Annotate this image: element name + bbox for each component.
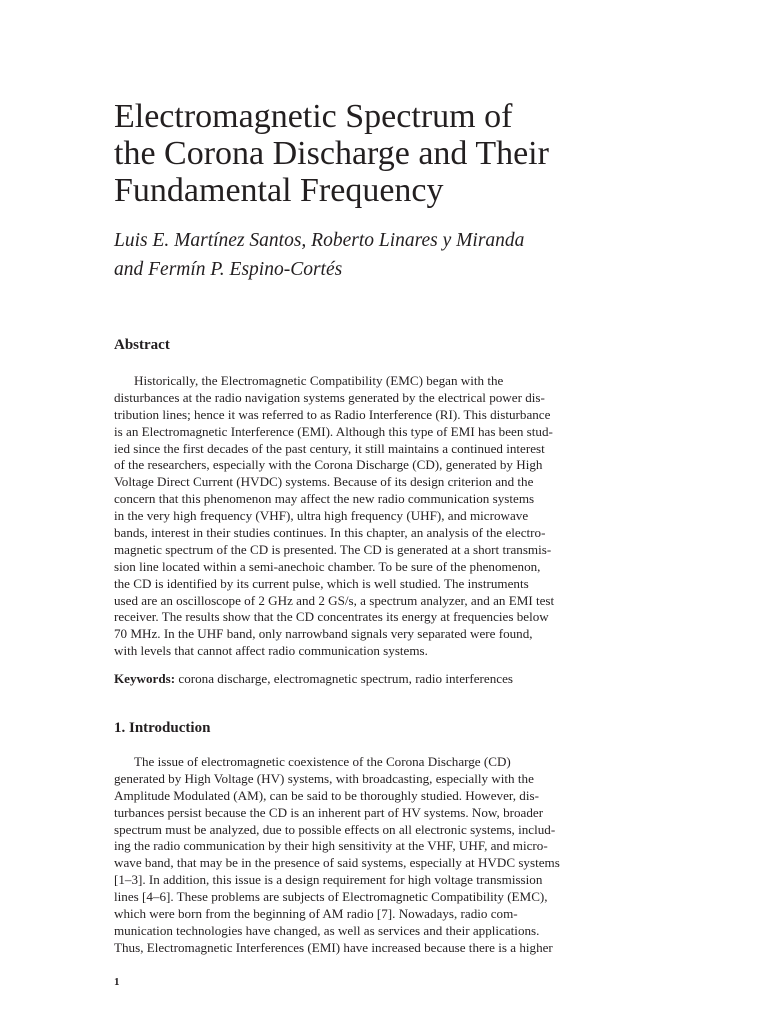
keywords-text: corona discharge, electromagnetic spectrum, radio interferences bbox=[178, 671, 513, 686]
abstract-line: of the researchers, especially with the Corona Discharge (CD), generated by High bbox=[114, 457, 543, 473]
title-line: Fundamental Frequency bbox=[114, 172, 444, 209]
abstract-line: used are an oscilloscope of 2 GHz and 2 GS/s, a spectrum analyzer, and an EMI test bbox=[114, 592, 555, 608]
introduction-line: turbances persist because the CD is an inherent part of HV systems. Now, broader bbox=[114, 804, 544, 820]
author-line: Luis E. Martínez Santos, Roberto Linares y Miranda bbox=[114, 230, 525, 251]
author-list bbox=[114, 226, 524, 284]
introduction-line: which were born from the beginning of AM radio [7]. Nowadays, radio com- bbox=[114, 906, 518, 922]
introduction-line: Amplitude Modulated (AM), can be said to be thoroughly studied. However, dis- bbox=[114, 787, 539, 803]
author-line: and Fermín P. Espino-Cortés bbox=[114, 259, 343, 280]
abstract-line: 70 MHz. In the UHF band, only narrowband signals very separated were found, bbox=[114, 626, 533, 642]
abstract-line: Historically, the Electromagnetic Compatibility (EMC) began with the bbox=[134, 373, 504, 388]
introduction-line: ing the radio communication by their high sensitivity at the VHF, UHF, and micro- bbox=[114, 838, 548, 854]
keywords-label: Keywords: bbox=[114, 671, 176, 686]
abstract-line: disturbances at the radio navigation systems generated by the electrical power dis- bbox=[114, 389, 545, 405]
abstract-line: receiver. The results show that the CD concentrates its energy at frequencies below bbox=[114, 609, 549, 625]
introduction-line: munication technologies have changed, as well as services and their applications. bbox=[114, 922, 540, 938]
title-line: the Corona Discharge and Their bbox=[114, 135, 549, 172]
introduction-line: lines [4–6]. These problems are subjects of Electromagnetic Compatibility (EMC), bbox=[114, 889, 548, 905]
title-line: Electromagnetic Spectrum of bbox=[114, 98, 513, 135]
abstract-heading: Abstract bbox=[114, 337, 170, 353]
abstract-line: Voltage Direct Current (HVDC) systems. Because of its design criterion and the bbox=[114, 474, 534, 490]
introduction-heading: 1. Introduction bbox=[114, 720, 211, 736]
abstract-line: magnetic spectrum of the CD is presented. The CD is generated at a short transmis- bbox=[114, 541, 552, 557]
introduction-line: spectrum must be analyzed, due to possible effects on all electronic systems, includ- bbox=[114, 821, 556, 837]
abstract-line: in the very high frequency (VHF), ultra high frequency (UHF), and microwave bbox=[114, 508, 529, 524]
abstract-line: tribution lines; hence it was referred to as Radio Interference (RI). This disturbance bbox=[114, 406, 551, 422]
abstract-line: concern that this phenomenon may affect the new radio communication systems bbox=[114, 491, 535, 507]
abstract-line: bands, interest in their studies continues. In this chapter, an analysis of the electro- bbox=[114, 525, 546, 541]
introduction-line: The issue of electromagnetic coexistence of the Corona Discharge (CD) bbox=[134, 754, 511, 769]
abstract-line: with levels that cannot affect radio communication systems. bbox=[114, 643, 428, 659]
paper-title bbox=[114, 98, 674, 209]
abstract-line: ied since the first decades of the past century, it still maintains a continued interest bbox=[114, 440, 545, 456]
abstract-body bbox=[114, 373, 659, 660]
introduction-line: generated by High Voltage (HV) systems, with broadcasting, especially with the bbox=[114, 770, 534, 786]
page-number: 1 bbox=[114, 976, 120, 988]
introduction-body bbox=[114, 754, 659, 957]
keywords bbox=[114, 670, 513, 687]
introduction-line: [1–3]. In addition, this issue is a design requirement for high voltage transmission bbox=[114, 872, 543, 888]
abstract-line: is an Electromagnetic Interference (EMI). Although this type of EMI has been stud- bbox=[114, 423, 553, 439]
introduction-line: wave band, that may be in the presence of said systems, especially at HVDC systems bbox=[114, 855, 560, 871]
introduction-line: Thus, Electromagnetic Interferences (EMI) have increased because there is a higher bbox=[114, 939, 553, 955]
abstract-line: the CD is identified by its current pulse, which is well studied. The instruments bbox=[114, 575, 529, 591]
abstract-line: sion line located within a semi-anechoic chamber. To be sure of the phenomenon, bbox=[114, 558, 541, 574]
